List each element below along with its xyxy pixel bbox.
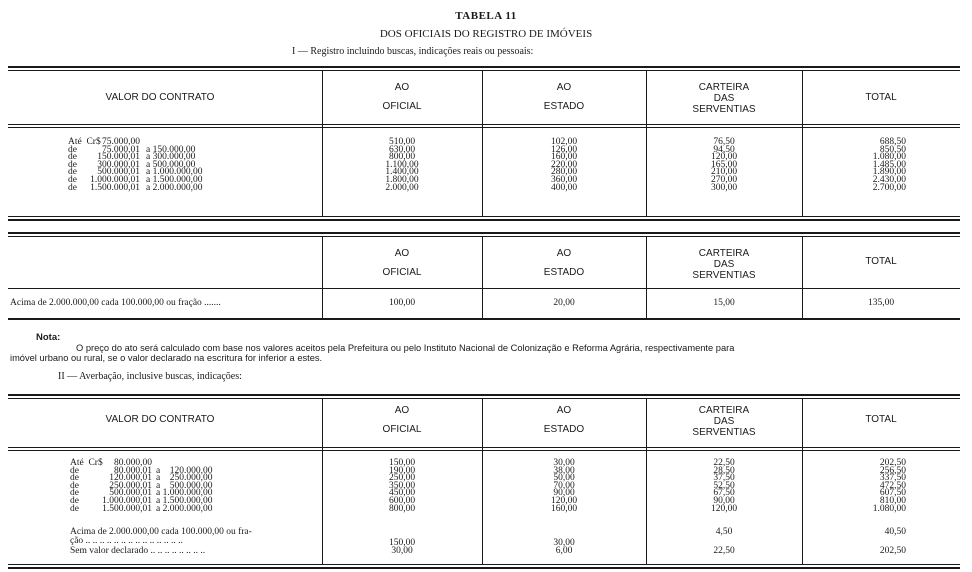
table-row-row-total: 2.430,00 — [872, 175, 906, 185]
table3-bottom-rule-2 — [8, 567, 960, 569]
table-row-row-prefix: de — [68, 167, 77, 178]
table3-extra3-total: 202,50 — [879, 546, 906, 556]
table-row-row-estado: 102,00 — [550, 137, 578, 147]
table-row-row-oficial: 510,00 — [388, 137, 416, 147]
table3-extra2-estado: 30,00 — [553, 538, 575, 548]
table3-extra3-estado: 6,00 — [555, 546, 573, 556]
header-estado — [482, 82, 646, 112]
table-row-row-oficial: 800,00 — [388, 152, 416, 163]
header-estado-line: ESTADO — [543, 424, 585, 435]
table-row-row-from: 1.500.000,01 — [90, 182, 140, 193]
table2-carteira: 15,00 — [713, 298, 735, 308]
table-row-row-carteira: 28,50 — [713, 465, 735, 476]
table3-extra-label-3: Sem valor declarado .. .. .. .. .. .. .. .. — [70, 546, 206, 556]
table1-header-rule — [8, 124, 960, 125]
table-row-row-carteira: 120,00 — [710, 152, 738, 163]
header-total: TOTAL — [865, 256, 897, 267]
table-row-row-from: 120.000,01 — [109, 473, 152, 484]
table-row-row-total: 337,50 — [879, 473, 906, 484]
table-row-row-prefix: Até Cr$ — [68, 137, 101, 147]
table-row-row-oficial: 600,00 — [388, 496, 416, 506]
header-total: TOTAL — [865, 414, 897, 425]
table3-extra3-oficial: 30,00 — [391, 546, 413, 556]
table-row-row-estado: 280,00 — [550, 167, 578, 178]
table-row-row-carteira: 76,50 — [713, 137, 735, 147]
table-row-row-estado: 70,00 — [553, 480, 575, 491]
table-row-row-oficial: 800,00 — [388, 503, 416, 514]
table-row-row-to: a 150.000,00 — [146, 144, 196, 155]
header-total: TOTAL — [865, 92, 897, 103]
note-line-1: O preço do ato será calculado com base nos valores aceitos pela Prefeitura ou pelo Instituto Nacional de Colonização e Reforma Agrária, respectivamente para — [76, 343, 735, 353]
table-row-row-total: 1.485,00 — [872, 159, 906, 170]
header-estado-line: AO — [556, 82, 572, 93]
table-row-row-total: 1.080,00 — [872, 152, 906, 163]
header-estado — [482, 248, 646, 278]
header-carteira-line: CARTEIRA — [698, 405, 750, 416]
table2-top-rule-thin — [8, 236, 960, 237]
header-valor: VALOR DO CONTRATO — [105, 92, 215, 103]
header-oficial-line: AO — [394, 405, 410, 416]
header-oficial-line: OFICIAL — [382, 267, 422, 278]
header-carteira — [646, 405, 802, 438]
table-row-row-oficial: 2.000,00 — [385, 182, 419, 193]
header-oficial-line: OFICIAL — [382, 101, 422, 112]
table-row-row-total: 1.890,00 — [872, 167, 906, 178]
table-row-row-to: a 300.000,00 — [146, 152, 196, 163]
table-row-row-carteira: 120,00 — [710, 503, 738, 514]
table1-top-rule — [8, 66, 960, 68]
table-row-row-oficial: 1.100,00 — [385, 159, 419, 170]
table-row-row-from: 1.000.000,01 — [102, 496, 152, 506]
header-estado-line: AO — [556, 405, 572, 416]
table2-oficial: 100,00 — [388, 298, 416, 308]
table-row-row-from: 150.000,01 — [97, 152, 140, 163]
table3-extra2-oficial: 150,00 — [388, 538, 416, 548]
table3-extra-label-1: Acima de 2.000.000,00 cada 100.000,00 ou fra- — [70, 527, 252, 537]
table2-label: Acima de 2.000.000,00 cada 100.000,00 ou fração ....... — [10, 298, 221, 308]
table1-top-rule-thin — [8, 70, 960, 71]
header-oficial — [322, 405, 482, 435]
table-row-row-from: 80.000,00 — [114, 458, 152, 468]
header-oficial-line: OFICIAL — [382, 424, 422, 435]
header-oficial-line: AO — [394, 82, 410, 93]
table-row-row-to: a 2.000.000,00 — [156, 503, 213, 514]
header-estado-line: ESTADO — [543, 101, 585, 112]
table3-bottom-rule — [8, 564, 960, 565]
table-row-row-to: a 2.000.000,00 — [146, 182, 203, 193]
table-row-row-prefix: Até Cr$ — [70, 458, 103, 468]
table-row-row-to: a 1.500.000,00 — [146, 175, 203, 185]
table-row-row-oficial: 630,00 — [388, 144, 416, 155]
table-row-row-to: a 120.000,00 — [156, 465, 213, 476]
table-row-row-estado: 160,00 — [550, 152, 578, 163]
header-oficial — [322, 82, 482, 112]
table1-bottom-rule — [8, 216, 960, 217]
table-row-row-carteira: 37,50 — [713, 473, 735, 484]
header-carteira-line: CARTEIRA — [698, 82, 750, 93]
table-row-row-prefix: de — [70, 496, 79, 506]
table-row-row-prefix: de — [70, 465, 79, 476]
table-row-row-oficial: 450,00 — [388, 488, 416, 499]
table-row-row-carteira: 300,00 — [710, 182, 738, 193]
header-oficial — [322, 248, 482, 278]
table2-total: 135,00 — [867, 298, 895, 308]
header-estado — [482, 405, 646, 435]
table-row-row-total: 472,50 — [879, 480, 906, 491]
header-carteira-line: SERVENTIAS — [692, 270, 756, 281]
table-row-row-to: a 500.000,00 — [146, 159, 196, 170]
table2-top-rule — [8, 232, 960, 234]
table-row-row-estado: 160,00 — [550, 503, 578, 514]
table-row-row-to: a 1.500.000,00 — [156, 496, 213, 506]
table-row-row-estado: 220,00 — [550, 159, 578, 170]
table3-header-rule — [8, 447, 960, 448]
header-estado-line: AO — [556, 248, 572, 259]
table-row-row-total: 607,50 — [879, 488, 906, 499]
table-subtitle: DOS OFICIAIS DO REGISTRO DE IMÓVEIS — [379, 28, 593, 40]
table-row-row-carteira: 22,50 — [713, 458, 735, 468]
table2-bottom-rule — [8, 318, 960, 320]
table-row-row-total: 1.080,00 — [872, 503, 906, 514]
table-row-row-total: 850,50 — [879, 144, 906, 155]
table-row-row-from: 1.500.000,01 — [102, 503, 152, 514]
table-row-row-estado: 360,00 — [550, 175, 578, 185]
table-row-row-carteira: 210,00 — [710, 167, 738, 178]
table-row-row-total: 202,50 — [879, 458, 906, 468]
table-row-row-estado: 400,00 — [550, 182, 578, 193]
table-row-row-prefix: de — [70, 473, 79, 484]
header-valor: VALOR DO CONTRATO — [105, 414, 215, 425]
header-carteira-line: CARTEIRA — [698, 248, 750, 259]
header-carteira-line: DAS — [713, 93, 735, 104]
table-row-row-from: 75.000,00 — [102, 137, 140, 147]
table-row-row-from: 500.000,01 — [109, 488, 152, 499]
table3-extra3-carteira: 22,50 — [713, 546, 735, 556]
table3-top-rule — [8, 394, 960, 396]
table-row-row-oficial: 150,00 — [388, 458, 416, 468]
table1-header-rule-2 — [8, 127, 960, 128]
table-row-row-estado: 120,00 — [550, 496, 578, 506]
table-row-row-oficial: 190,00 — [388, 465, 416, 476]
table-row-row-from: 250.000,01 — [109, 480, 152, 491]
table-row-row-prefix: de — [68, 175, 77, 185]
table-row-row-carteira: 90,00 — [713, 496, 735, 506]
table-row-row-to: a 1.000.000,00 — [156, 488, 213, 499]
table3-extra-label-2: ção .. .. .. .. .. .. .. .. .. .. .. .. .. .. — [70, 536, 183, 546]
table3-top-rule-thin — [8, 398, 960, 399]
table3-header-rule-2 — [8, 450, 960, 451]
table-row-row-from: 500.000,01 — [97, 167, 140, 178]
header-estado-line: ESTADO — [543, 267, 585, 278]
table-row-row-to: a 500.000,00 — [156, 480, 213, 491]
table-row-row-estado: 30,00 — [553, 458, 575, 468]
table-row-row-from: 300.000,01 — [97, 159, 140, 170]
table-row-row-carteira: 94,50 — [713, 144, 735, 155]
table-row-row-prefix: de — [70, 503, 79, 514]
table-row-row-total: 688,50 — [879, 137, 906, 147]
table-row-row-total: 256,50 — [879, 465, 906, 476]
table-row-row-oficial: 350,00 — [388, 480, 416, 491]
header-carteira-line: SERVENTIAS — [692, 104, 756, 115]
header-carteira — [646, 248, 802, 281]
table-row-row-estado: 50,00 — [553, 473, 575, 484]
table-title: TABELA 11 — [455, 10, 517, 22]
note-label: Nota: — [36, 332, 61, 343]
table3-extra1-total: 40,50 — [884, 527, 906, 537]
table-row-row-prefix: de — [68, 152, 77, 163]
table2-estado: 20,00 — [553, 298, 575, 308]
table-row-row-prefix: de — [68, 159, 77, 170]
table-row-row-to: a 250.000,00 — [156, 473, 213, 484]
section-2-heading: II — Averbação, inclusive buscas, indicações: — [58, 371, 242, 382]
table3-extra1-carteira: 4,50 — [715, 527, 733, 537]
table-row-row-estado: 38,00 — [553, 465, 575, 476]
table-row-row-oficial: 1.800,00 — [385, 175, 419, 185]
header-oficial-line: AO — [394, 248, 410, 259]
section-1-heading: I — Registro incluindo buscas, indicações reais ou pessoais: — [292, 46, 534, 57]
table-row-row-total: 810,00 — [879, 496, 906, 506]
table-row-row-oficial: 1.400,00 — [385, 167, 419, 178]
table-row-row-total: 2.700,00 — [872, 182, 906, 193]
table-row-row-oficial: 250,00 — [388, 473, 416, 484]
table2-header-rule — [8, 288, 960, 289]
table-row-row-prefix: de — [68, 144, 77, 155]
table-row-row-from: 75.000,01 — [102, 144, 140, 155]
table-row-row-from: 1.000.000,01 — [90, 175, 140, 185]
header-carteira-line: SERVENTIAS — [692, 427, 756, 438]
table-row-row-carteira: 165,00 — [710, 159, 738, 170]
table-row-row-estado: 90,00 — [553, 488, 575, 499]
table-row-row-from: 80.000,01 — [114, 465, 152, 476]
table-row-row-prefix: de — [68, 182, 77, 193]
table-row-row-carteira: 270,00 — [710, 175, 738, 185]
table-row-row-prefix: de — [70, 480, 79, 491]
note-line-2: imóvel urbano ou rural, se o valor declarado na escritura for inferior a estes. — [10, 353, 323, 363]
header-carteira — [646, 82, 802, 115]
table-row-row-carteira: 67,50 — [713, 488, 735, 499]
table-row-row-estado: 126,00 — [550, 144, 578, 155]
header-carteira-line: DAS — [713, 259, 735, 270]
table-row-row-prefix: de — [70, 488, 79, 499]
table1-bottom-rule-2 — [8, 219, 960, 221]
table-row-row-carteira: 52,50 — [713, 480, 735, 491]
header-carteira-line: DAS — [713, 416, 735, 427]
table-row-row-to: a 1.000.000,00 — [146, 167, 203, 178]
